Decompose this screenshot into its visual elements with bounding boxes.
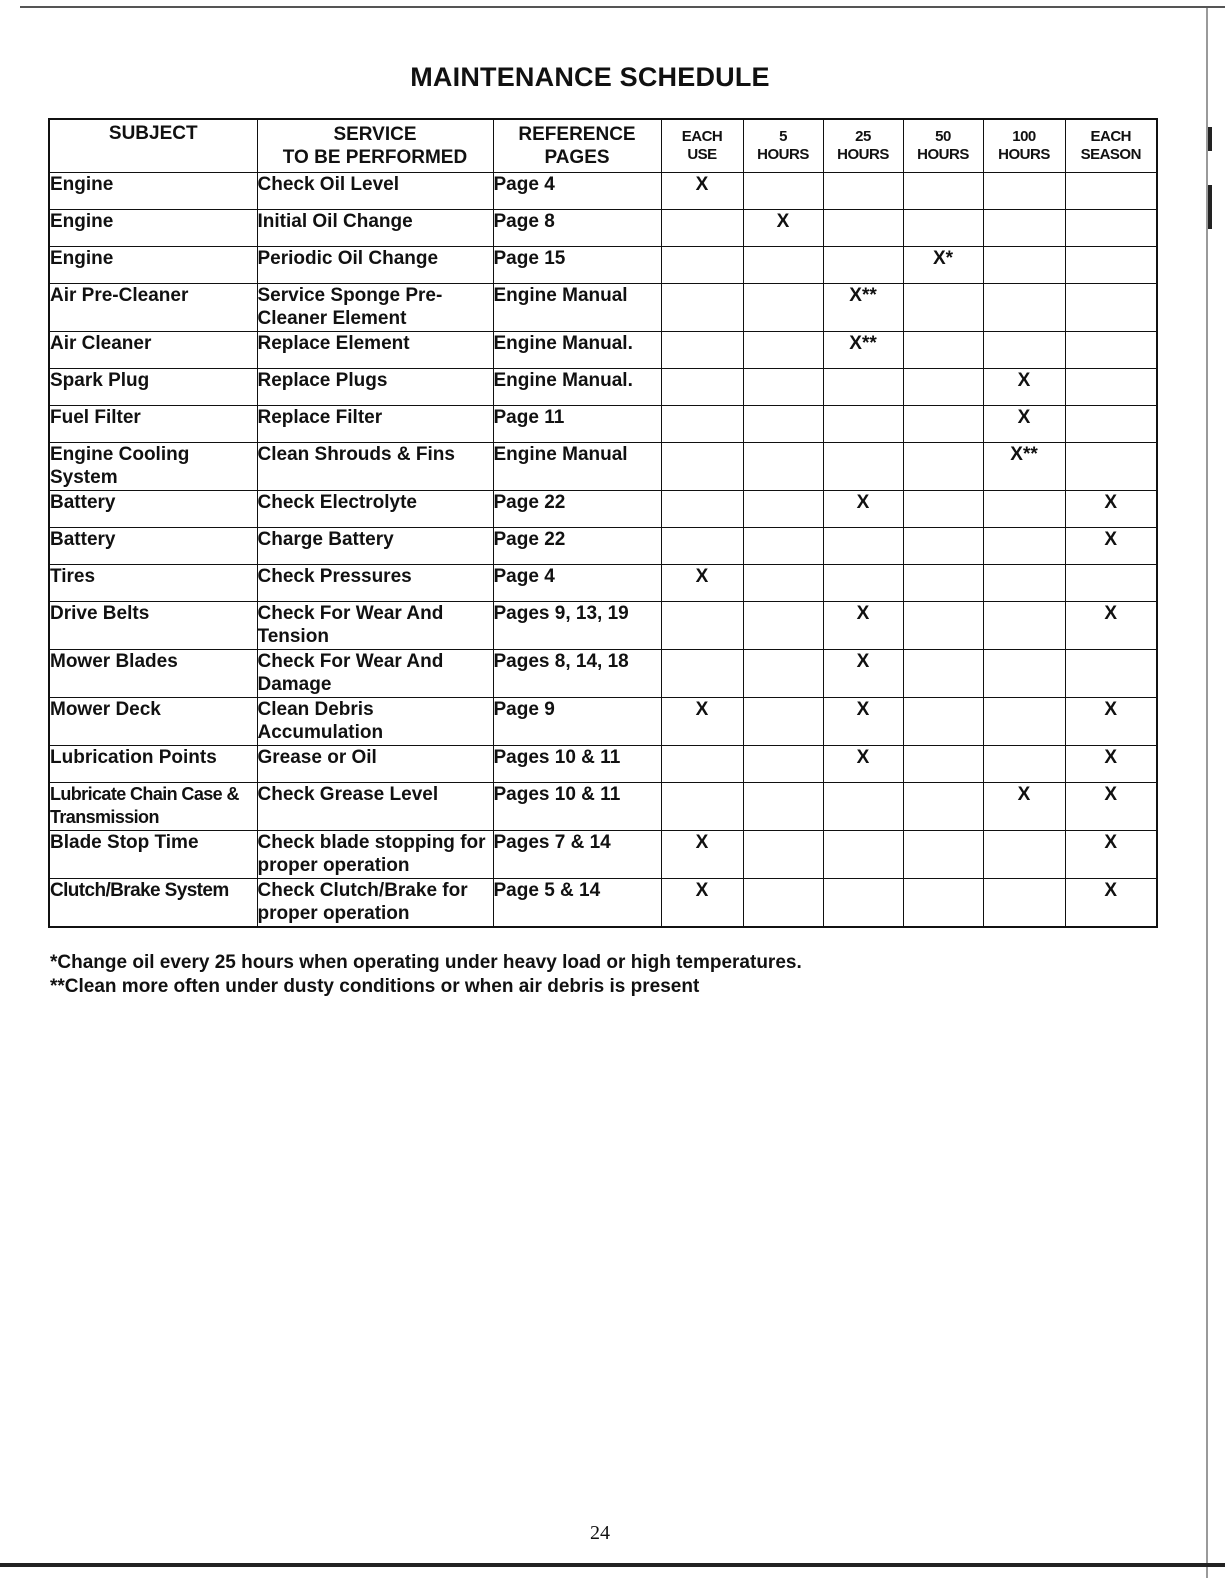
cell-50-hours <box>903 783 983 831</box>
cell-subject: Engine Cooling System <box>49 443 257 491</box>
cell-service: Replace Plugs <box>257 369 493 406</box>
header-subject <box>49 119 257 173</box>
cell-service: Replace Filter <box>257 406 493 443</box>
cell-5-hours: X <box>743 210 823 247</box>
cell-service: Check blade stopping for proper operation <box>257 831 493 879</box>
table-row <box>49 332 1157 369</box>
cell-50-hours <box>903 284 983 332</box>
cell-subject: Drive Belts <box>49 602 257 650</box>
cell-25-hours: X <box>823 698 903 746</box>
cell-25-hours: X <box>823 650 903 698</box>
scan-edge-bottom <box>0 1563 1225 1567</box>
cell-subject: Engine <box>49 210 257 247</box>
cell-100-hours <box>983 650 1065 698</box>
cell-service: Initial Oil Change <box>257 210 493 247</box>
cell-25-hours <box>823 369 903 406</box>
cell-each-use <box>661 247 743 284</box>
cell-each-season <box>1065 332 1157 369</box>
cell-service: Clean Shrouds & Fins <box>257 443 493 491</box>
cell-25-hours <box>823 443 903 491</box>
cell-25-hours: X** <box>823 284 903 332</box>
cell-each-season <box>1065 173 1157 210</box>
cell-50-hours <box>903 831 983 879</box>
cell-each-use: X <box>661 879 743 928</box>
cell-50-hours <box>903 746 983 783</box>
cell-each-season: X <box>1065 698 1157 746</box>
cell-service: Check Pressures <box>257 565 493 602</box>
cell-25-hours <box>823 210 903 247</box>
cell-100-hours <box>983 247 1065 284</box>
cell-service: Check Oil Level <box>257 173 493 210</box>
cell-100-hours <box>983 746 1065 783</box>
cell-50-hours <box>903 210 983 247</box>
cell-each-use <box>661 650 743 698</box>
cell-subject: Air Pre-Cleaner <box>49 284 257 332</box>
cell-each-use <box>661 783 743 831</box>
cell-subject: Engine <box>49 247 257 284</box>
table-row <box>49 173 1157 210</box>
header-service <box>257 119 493 173</box>
cell-each-use <box>661 284 743 332</box>
cell-subject: Tires <box>49 565 257 602</box>
cell-100-hours <box>983 528 1065 565</box>
cell-100-hours <box>983 284 1065 332</box>
cell-each-season: X <box>1065 879 1157 928</box>
cell-each-season: X <box>1065 528 1157 565</box>
header-5-hours <box>743 119 823 173</box>
header-reference-line1: REFERENCE <box>518 124 636 145</box>
cell-subject: Lubricate Chain Case & Transmission <box>49 783 257 831</box>
cell-each-season <box>1065 565 1157 602</box>
cell-service: Check For Wear And Tension <box>257 602 493 650</box>
cell-each-season: X <box>1065 831 1157 879</box>
scan-edge-right <box>1206 8 1208 1578</box>
header-each-use <box>661 119 743 173</box>
cell-5-hours <box>743 565 823 602</box>
cell-each-use <box>661 369 743 406</box>
cell-subject: Lubrication Points <box>49 746 257 783</box>
header-each-use-line2: USE <box>687 146 717 163</box>
cell-100-hours <box>983 698 1065 746</box>
header-each-use-line1: EACH <box>681 128 723 145</box>
cell-reference: Page 11 <box>493 406 661 443</box>
cell-100-hours <box>983 491 1065 528</box>
table-row <box>49 783 1157 831</box>
cell-50-hours <box>903 650 983 698</box>
cell-each-season: X <box>1065 491 1157 528</box>
cell-each-season <box>1065 210 1157 247</box>
cell-each-use <box>661 491 743 528</box>
cell-100-hours <box>983 210 1065 247</box>
footnote-oil-change: *Change oil every 25 hours when operating under heavy load or high temperatures. <box>50 952 802 973</box>
header-25-hours-line1: 25 <box>855 128 871 145</box>
header-each-season-line2: SEASON <box>1080 146 1141 163</box>
table-row <box>49 879 1157 928</box>
footnote-dusty-conditions: **Clean more often under dusty conditions or when air debris is present <box>50 976 700 997</box>
cell-reference: Engine Manual. <box>493 332 661 369</box>
cell-5-hours <box>743 698 823 746</box>
cell-5-hours <box>743 491 823 528</box>
cell-5-hours <box>743 332 823 369</box>
cell-each-season <box>1065 284 1157 332</box>
cell-reference: Page 4 <box>493 173 661 210</box>
cell-5-hours <box>743 879 823 928</box>
cell-each-season <box>1065 406 1157 443</box>
cell-subject: Air Cleaner <box>49 332 257 369</box>
cell-5-hours <box>743 406 823 443</box>
cell-50-hours <box>903 698 983 746</box>
cell-subject: Spark Plug <box>49 369 257 406</box>
cell-25-hours <box>823 831 903 879</box>
cell-25-hours <box>823 406 903 443</box>
cell-reference: Page 22 <box>493 528 661 565</box>
cell-50-hours: X* <box>903 247 983 284</box>
cell-reference: Page 9 <box>493 698 661 746</box>
cell-50-hours <box>903 879 983 928</box>
cell-25-hours: X <box>823 491 903 528</box>
header-50-hours-line1: 50 <box>935 128 951 145</box>
table-row <box>49 443 1157 491</box>
cell-100-hours: X <box>983 783 1065 831</box>
cell-each-use <box>661 406 743 443</box>
table-header-row <box>49 119 1157 173</box>
cell-each-use <box>661 443 743 491</box>
cell-subject: Fuel Filter <box>49 406 257 443</box>
scan-mark <box>1208 185 1212 229</box>
cell-each-season <box>1065 650 1157 698</box>
cell-subject: Mower Blades <box>49 650 257 698</box>
cell-100-hours <box>983 831 1065 879</box>
cell-each-season: X <box>1065 746 1157 783</box>
scan-edge-top <box>20 6 1225 8</box>
cell-25-hours: X** <box>823 332 903 369</box>
cell-5-hours <box>743 783 823 831</box>
table-row <box>49 491 1157 528</box>
table-row <box>49 284 1157 332</box>
cell-service: Check Grease Level <box>257 783 493 831</box>
cell-subject: Clutch/Brake System <box>49 879 257 928</box>
cell-5-hours <box>743 528 823 565</box>
header-each-season <box>1065 119 1157 173</box>
header-reference-line2: PAGES <box>544 147 610 168</box>
header-50-hours-line2: HOURS <box>917 146 969 163</box>
cell-50-hours <box>903 332 983 369</box>
cell-reference: Page 4 <box>493 565 661 602</box>
cell-50-hours <box>903 528 983 565</box>
cell-5-hours <box>743 746 823 783</box>
cell-reference: Engine Manual <box>493 443 661 491</box>
cell-service: Charge Battery <box>257 528 493 565</box>
table-row <box>49 528 1157 565</box>
table-row <box>49 698 1157 746</box>
header-subject-label: SUBJECT <box>108 123 198 144</box>
cell-service: Grease or Oil <box>257 746 493 783</box>
cell-reference: Page 5 & 14 <box>493 879 661 928</box>
cell-5-hours <box>743 247 823 284</box>
cell-reference: Pages 10 & 11 <box>493 746 661 783</box>
cell-service: Replace Element <box>257 332 493 369</box>
table-row <box>49 247 1157 284</box>
cell-25-hours: X <box>823 746 903 783</box>
cell-25-hours <box>823 783 903 831</box>
cell-reference: Page 8 <box>493 210 661 247</box>
table-row <box>49 602 1157 650</box>
cell-100-hours <box>983 879 1065 928</box>
cell-each-use <box>661 332 743 369</box>
cell-service: Check Clutch/Brake for proper operation <box>257 879 493 928</box>
cell-100-hours: X** <box>983 443 1065 491</box>
cell-50-hours <box>903 406 983 443</box>
header-100-hours-line2: HOURS <box>998 146 1050 163</box>
table-row <box>49 406 1157 443</box>
cell-reference: Engine Manual <box>493 284 661 332</box>
cell-25-hours <box>823 879 903 928</box>
cell-each-use: X <box>661 831 743 879</box>
cell-subject: Battery <box>49 528 257 565</box>
cell-5-hours <box>743 369 823 406</box>
cell-each-use <box>661 746 743 783</box>
cell-25-hours: X <box>823 602 903 650</box>
cell-subject: Blade Stop Time <box>49 831 257 879</box>
cell-service: Check Electrolyte <box>257 491 493 528</box>
cell-service: Check For Wear And Damage <box>257 650 493 698</box>
header-reference <box>493 119 661 173</box>
cell-25-hours <box>823 247 903 284</box>
cell-subject: Mower Deck <box>49 698 257 746</box>
table-row <box>49 369 1157 406</box>
cell-5-hours <box>743 602 823 650</box>
header-service-line2: TO BE PERFORMED <box>282 147 468 168</box>
maintenance-schedule-table <box>48 118 1158 928</box>
cell-5-hours <box>743 650 823 698</box>
cell-100-hours <box>983 602 1065 650</box>
header-100-hours <box>983 119 1065 173</box>
cell-each-use <box>661 602 743 650</box>
cell-each-season <box>1065 369 1157 406</box>
table-row <box>49 650 1157 698</box>
cell-reference: Pages 8, 14, 18 <box>493 650 661 698</box>
header-each-season-line1: EACH <box>1090 128 1131 145</box>
cell-100-hours <box>983 565 1065 602</box>
cell-each-use: X <box>661 698 743 746</box>
cell-reference: Engine Manual. <box>493 369 661 406</box>
cell-5-hours <box>743 831 823 879</box>
cell-25-hours <box>823 173 903 210</box>
cell-5-hours <box>743 443 823 491</box>
cell-reference: Pages 10 & 11 <box>493 783 661 831</box>
cell-each-season: X <box>1065 783 1157 831</box>
cell-service: Clean Debris Accumulation <box>257 698 493 746</box>
cell-50-hours <box>903 173 983 210</box>
cell-50-hours <box>903 602 983 650</box>
cell-100-hours <box>983 173 1065 210</box>
cell-reference: Pages 7 & 14 <box>493 831 661 879</box>
cell-100-hours: X <box>983 406 1065 443</box>
table-row <box>49 210 1157 247</box>
cell-service: Periodic Oil Change <box>257 247 493 284</box>
cell-reference: Page 22 <box>493 491 661 528</box>
cell-service: Service Sponge Pre-Cleaner Element <box>257 284 493 332</box>
header-100-hours-line1: 100 <box>1012 128 1036 145</box>
header-50-hours <box>903 119 983 173</box>
cell-subject: Battery <box>49 491 257 528</box>
header-5-hours-line2: HOURS <box>757 146 809 163</box>
cell-reference: Pages 9, 13, 19 <box>493 602 661 650</box>
cell-5-hours <box>743 173 823 210</box>
cell-each-season: X <box>1065 602 1157 650</box>
cell-each-season <box>1065 443 1157 491</box>
header-25-hours-line2: HOURS <box>837 146 889 163</box>
header-5-hours-line1: 5 <box>779 128 787 145</box>
cell-each-use <box>661 210 743 247</box>
cell-25-hours <box>823 528 903 565</box>
cell-50-hours <box>903 491 983 528</box>
cell-reference: Page 15 <box>493 247 661 284</box>
cell-50-hours <box>903 565 983 602</box>
scan-mark <box>1208 127 1212 151</box>
table-row <box>49 565 1157 602</box>
cell-100-hours <box>983 332 1065 369</box>
header-25-hours <box>823 119 903 173</box>
cell-50-hours <box>903 369 983 406</box>
page-title: MAINTENANCE SCHEDULE <box>410 62 770 92</box>
table-row <box>49 746 1157 783</box>
cell-50-hours <box>903 443 983 491</box>
cell-each-use <box>661 528 743 565</box>
cell-100-hours: X <box>983 369 1065 406</box>
cell-subject: Engine <box>49 173 257 210</box>
cell-each-use: X <box>661 565 743 602</box>
table-row <box>49 831 1157 879</box>
cell-25-hours <box>823 565 903 602</box>
cell-each-use: X <box>661 173 743 210</box>
header-service-line1: SERVICE <box>333 124 417 145</box>
cell-each-season <box>1065 247 1157 284</box>
page-number: 24 <box>590 1522 610 1544</box>
cell-5-hours <box>743 284 823 332</box>
